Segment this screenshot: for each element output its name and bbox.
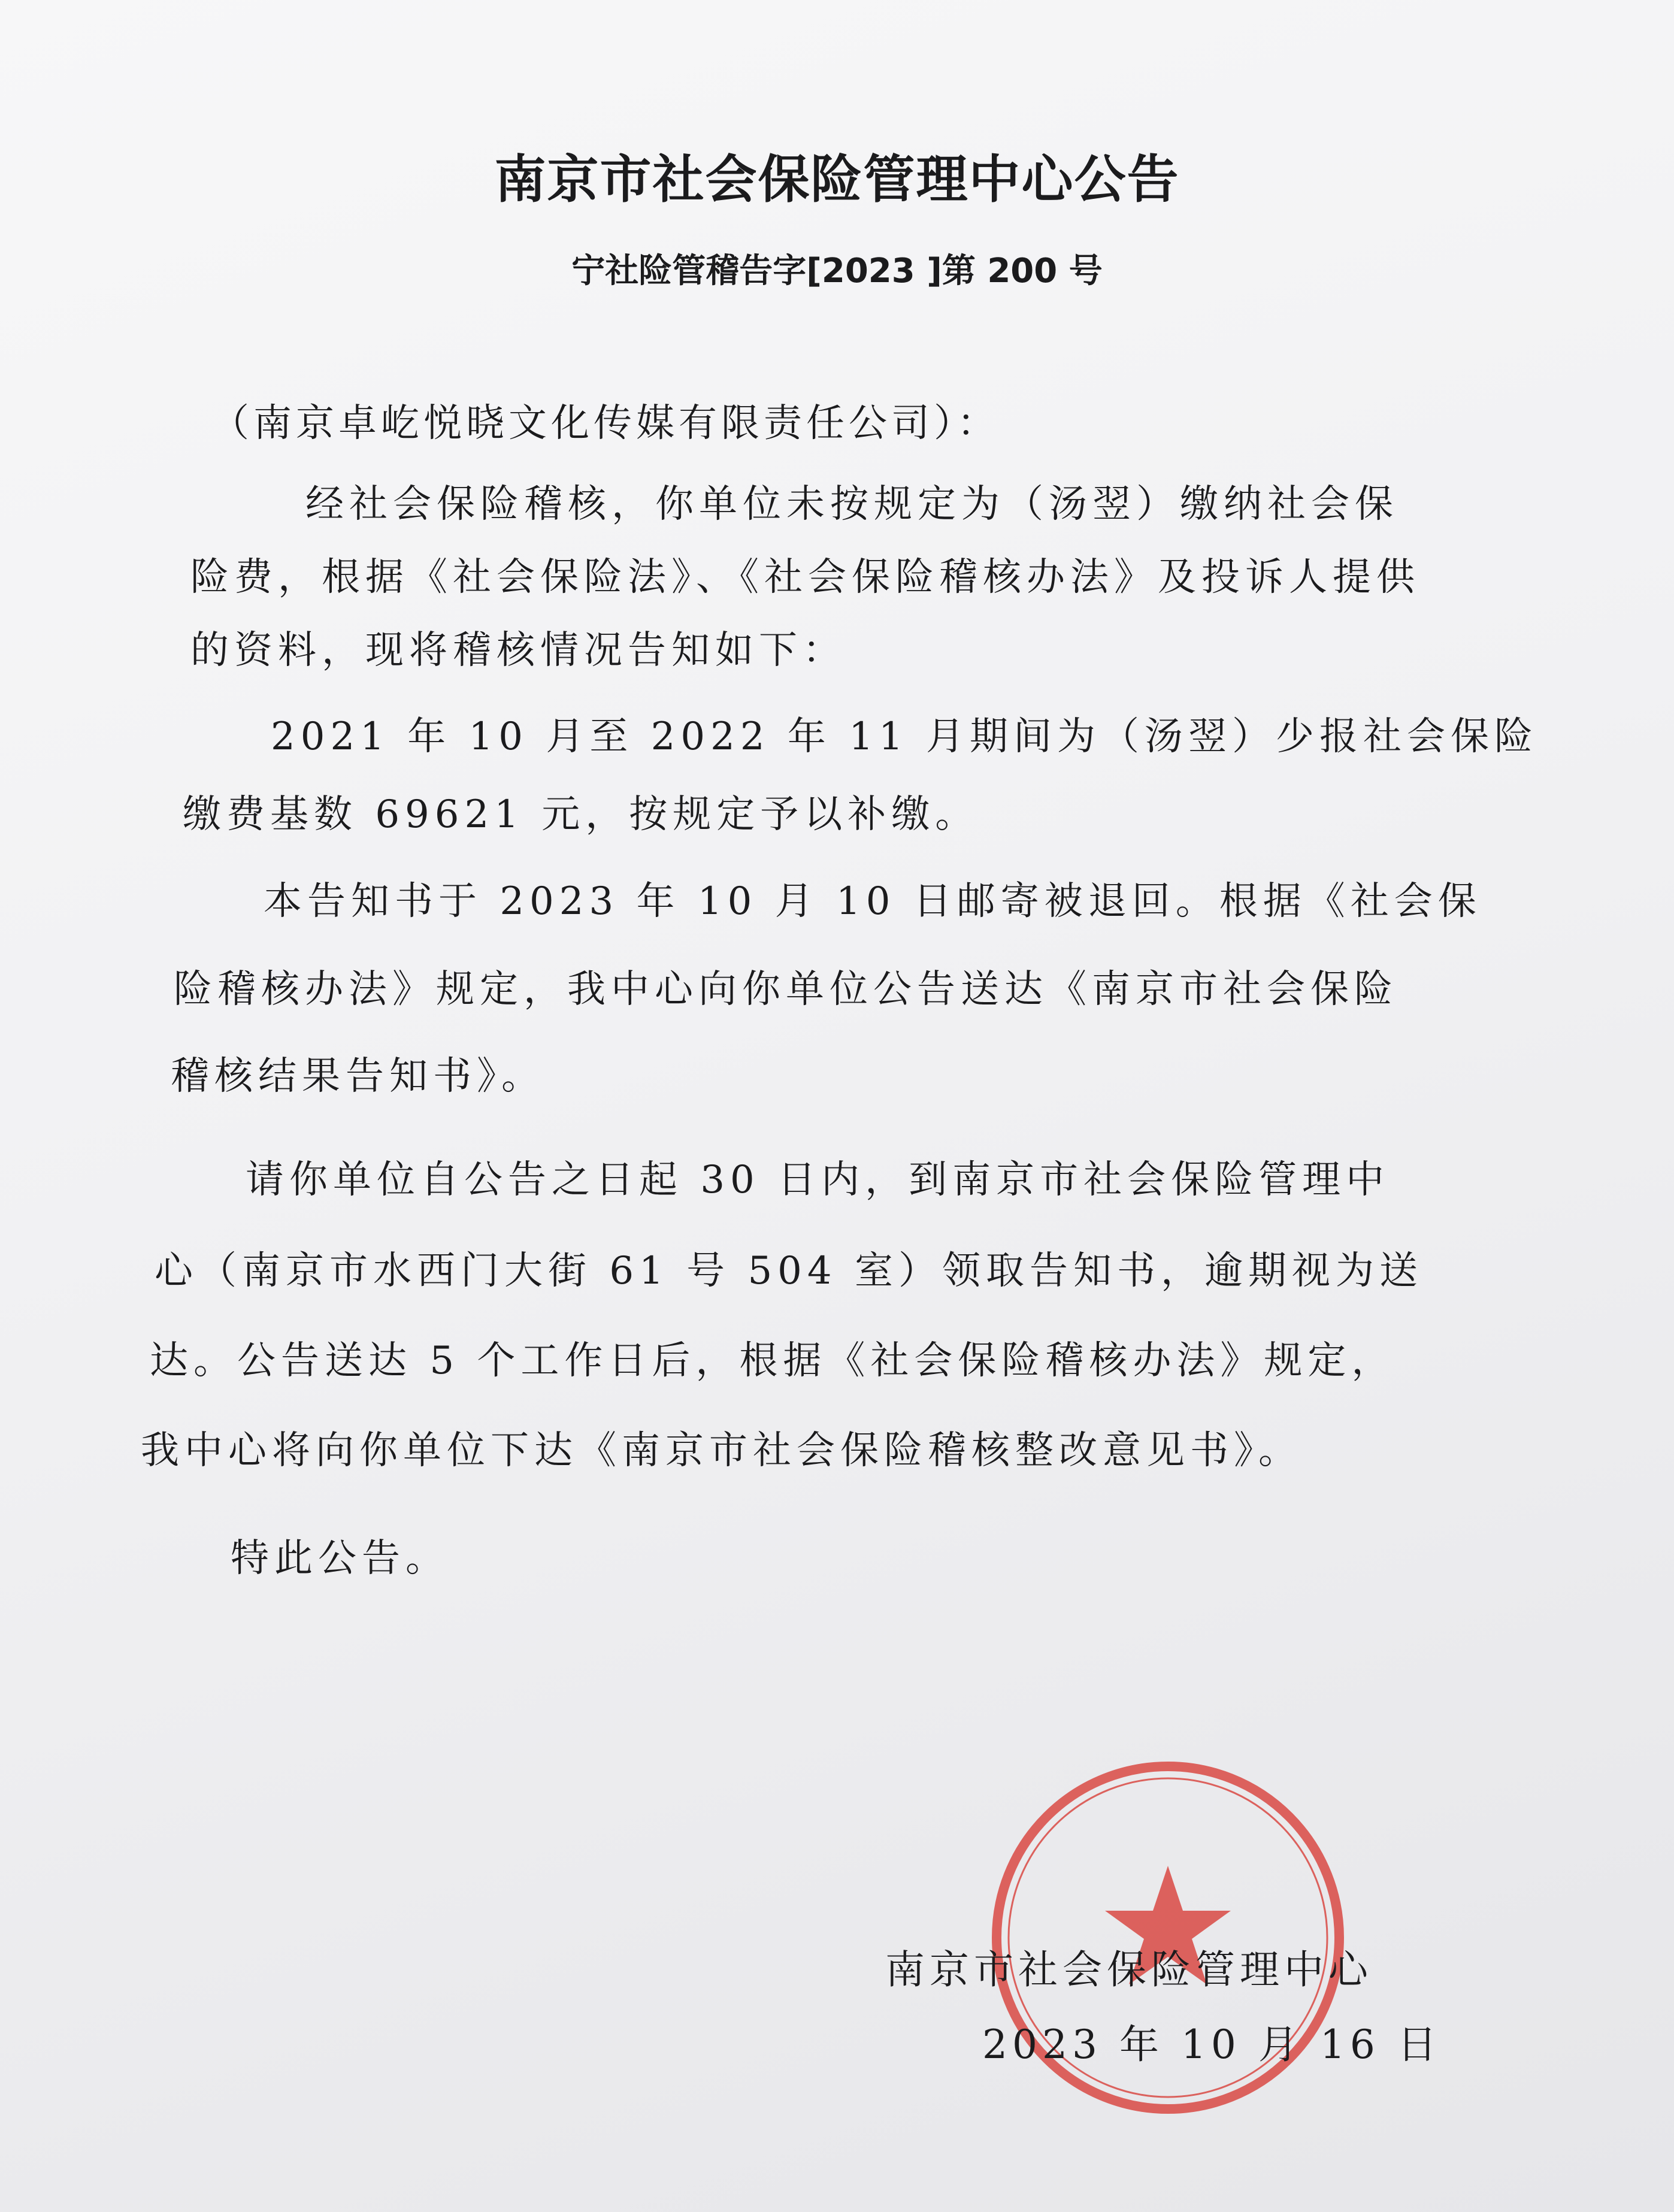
document-number: 宁社险管稽告字[2023 ]第 200 号 [571,252,1103,291]
issuer-name: 南京市社会保险管理中心 [885,1947,1373,1993]
closing-text: 特此公告。 [231,1536,449,1581]
paragraph-3-line-1: 本告知书于 2023 年 10 月 10 日邮寄被退回。根据《社会保 [264,879,1482,924]
paragraph-3-line-2: 险稽核办法》规定，我中心向你单位公告送达《南京市社会保险 [174,967,1398,1012]
paragraph-1-line-1: 经社会保险稽核，你单位未按规定为（汤翌）缴纳社会保 [305,482,1398,526]
addressee: （南京卓屹悦晓文化传媒有限责任公司）： [211,401,1000,446]
paragraph-2-line-2: 缴费基数 69621 元，按规定予以补缴。 [183,792,979,837]
paragraph-4-line-4: 我中心将向你单位下达《南京市社会保险稽核整改意见书》。 [141,1429,1302,1473]
paragraph-3-line-3: 稽核结果告知书》。 [171,1054,545,1099]
paragraph-1-line-2: 险费，根据《社会保险法》、《社会保险稽核办法》及投诉人提供 [190,555,1420,600]
paragraph-4-line-1: 请你单位自公告之日起 30 日内，到南京市社会保险管理中 [246,1158,1390,1202]
issue-date: 2023 年 10 月 16 日 [982,2022,1442,2068]
paragraph-2-line-1: 2021 年 10 月至 2022 年 11 月期间为（汤翌）少报社会保险 [271,715,1539,759]
paragraph-4-line-2: 心（南京市水西门大街 61 号 504 室）领取告知书，逾期视为送 [155,1249,1423,1293]
paragraph-4-line-3: 达。公告送达 5 个工作日后，根据《社会保险稽核办法》规定， [150,1339,1395,1383]
paragraph-1-line-3: 的资料，现将稽核情况告知如下： [190,628,846,673]
notice-title: 南京市社会保险管理中心公告 [494,150,1180,210]
